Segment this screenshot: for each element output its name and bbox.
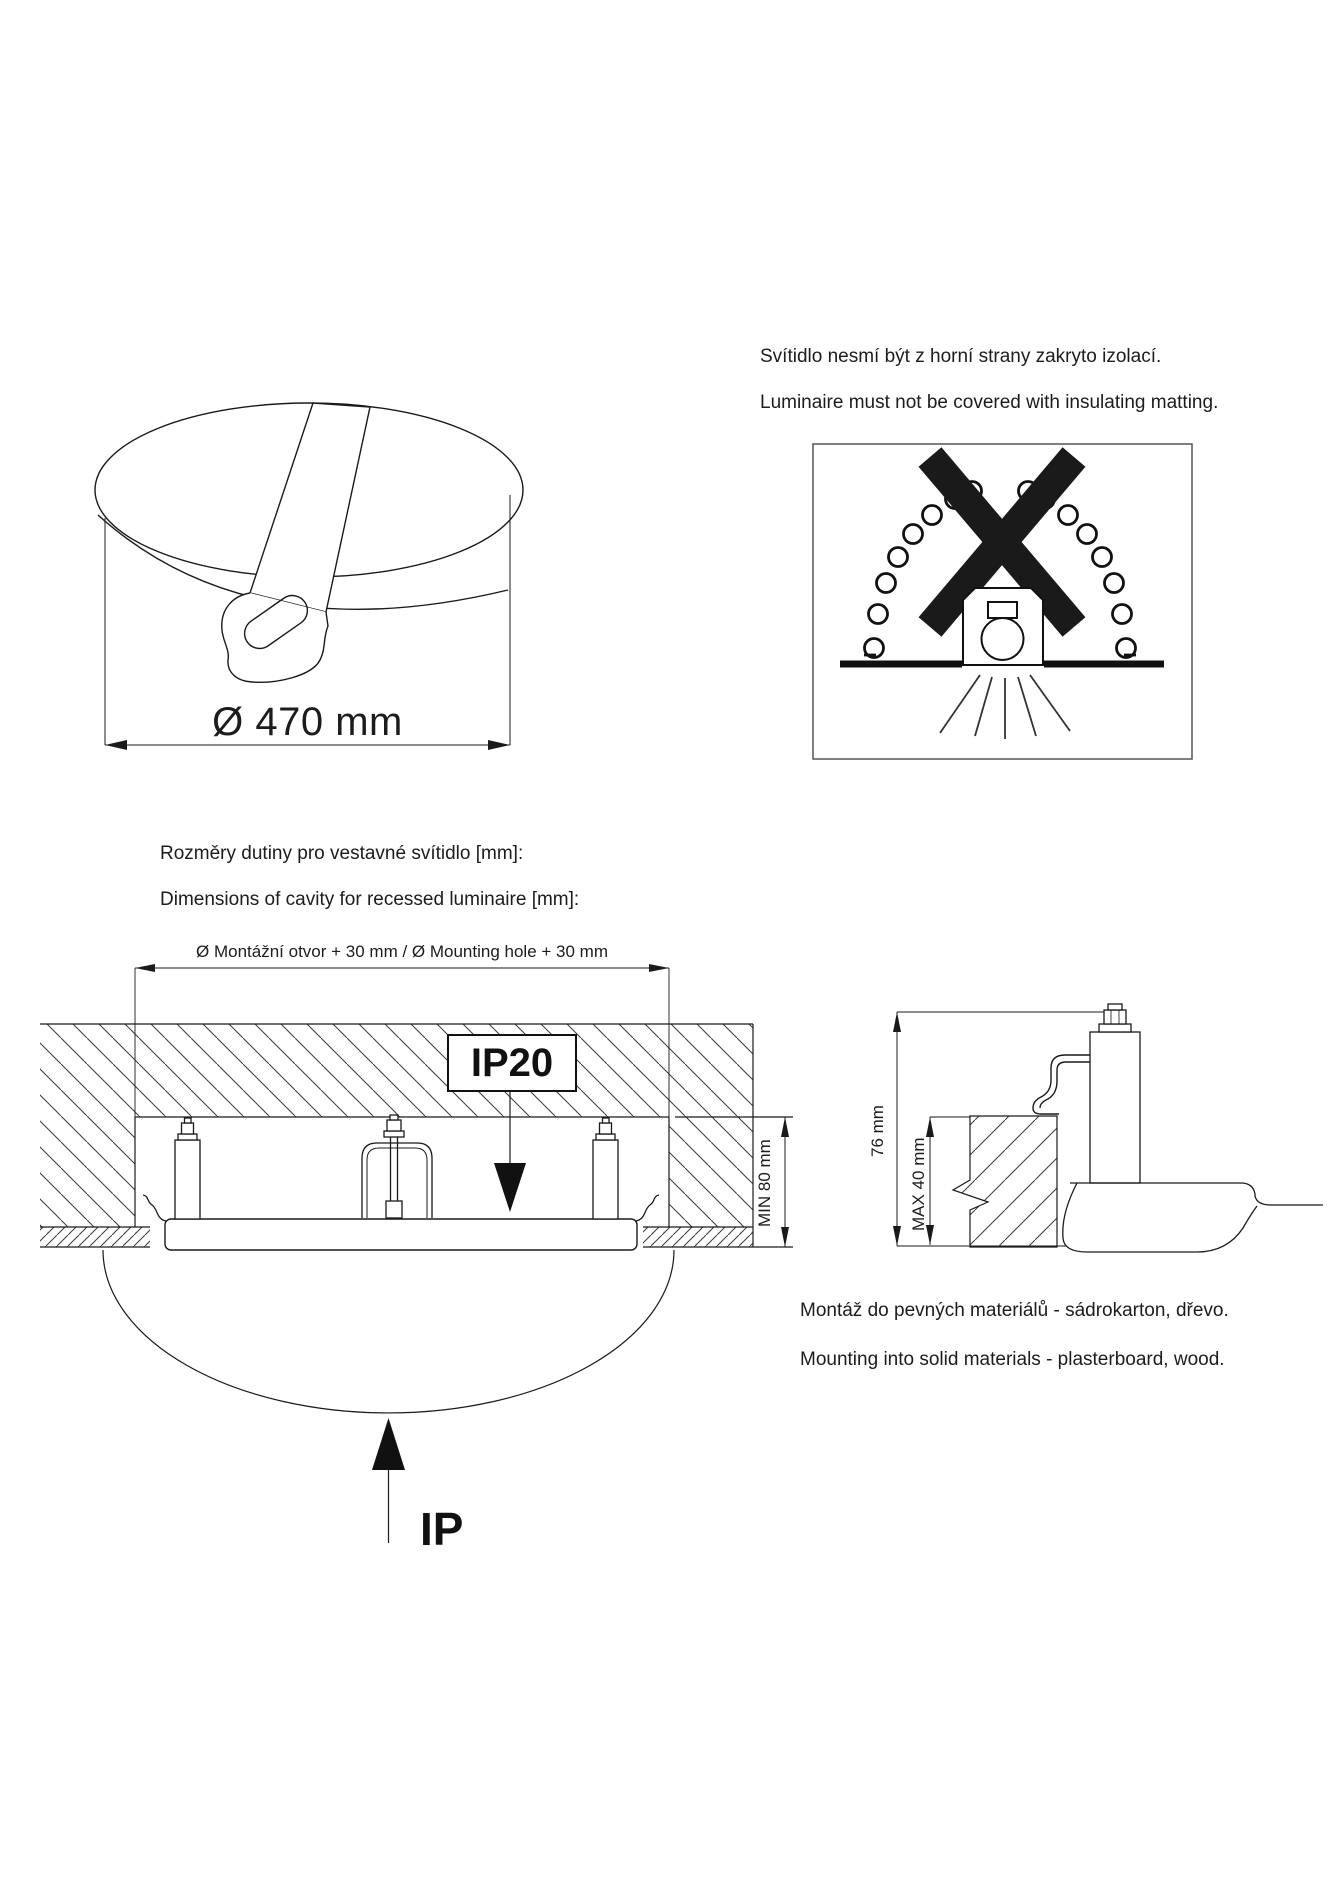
cross-section-drawing: [35, 960, 805, 1570]
lamp-symbol: [963, 588, 1043, 665]
warning-text-cz: Svítidlo nesmí být z horní strany zakryto izolací.: [760, 346, 1162, 367]
min-depth-label: MIN 80 mm: [755, 1139, 774, 1227]
total-height-label: 76 mm: [868, 1105, 887, 1157]
clamp-post: [1090, 1004, 1140, 1183]
warning-text-en: Luminaire must not be covered with insulating matting.: [760, 392, 1219, 413]
max-panel-label: MAX 40 mm: [909, 1137, 928, 1231]
luminaire-rim: [1063, 1183, 1323, 1252]
spring-bracket: [1033, 1055, 1090, 1114]
mounting-text-cz: Montáž do pevných materiálů - sádrokarton, dřevo.: [800, 1300, 1229, 1321]
glass-dome: [103, 1250, 674, 1413]
ip20-rating-badge: IP20: [447, 1034, 577, 1092]
mounting-post-left: [175, 1118, 200, 1219]
ip-arrow-up-icon: [372, 1418, 405, 1470]
joist-hatch-band: [40, 1024, 753, 1117]
diameter-dimension-label: Ø 470 mm: [212, 700, 403, 744]
ip20-arrow-down-icon: [494, 1163, 526, 1212]
ip-label: IP: [420, 1503, 464, 1555]
mounting-hole-dimension-label: Ø Montážní otvor + 30 mm / Ø Mounting hole + 30 mm: [196, 942, 608, 961]
left-wall-hatch: [40, 1117, 135, 1227]
no-insulation-pictogram: [812, 443, 1193, 760]
cavity-heading-cz: Rozměry dutiny pro vestavné svítidlo [mm]:: [160, 843, 524, 864]
ceiling-panel-block: [953, 1116, 1057, 1247]
center-bracket: [362, 1115, 432, 1218]
mounting-text-en: Mounting into solid materials - plasterboard, wood.: [800, 1349, 1225, 1370]
cavity-heading-en: Dimensions of cavity for recessed luminaire [mm]:: [160, 889, 580, 910]
luminaire-tray: [165, 1219, 637, 1250]
ceiling-strip-left: [40, 1227, 150, 1247]
mounting-post-right: [593, 1118, 618, 1219]
ceiling-strip-right: [643, 1227, 753, 1247]
right-wall-hatch: [669, 1117, 753, 1227]
